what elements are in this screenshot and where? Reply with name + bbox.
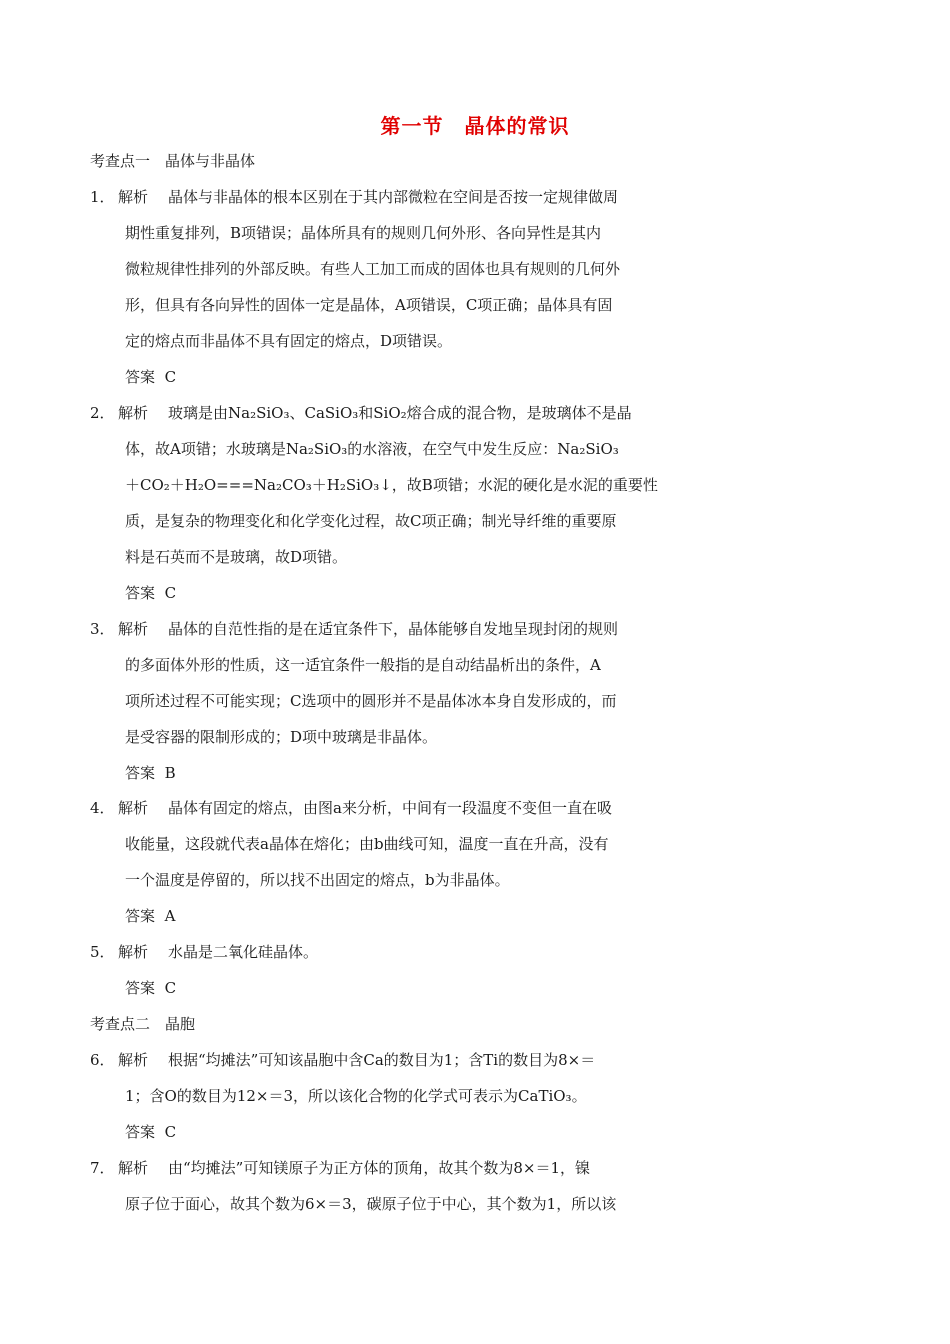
page-title: 第一节 晶体的常识 xyxy=(380,114,570,138)
text-line: 晶体的自范性指的是在适宜条件下，晶体能够自发地呈现封闭的规则 xyxy=(168,620,619,638)
answer-label: 答案 xyxy=(125,368,156,386)
text-line: 是受容器的限制形成的；D项中玻璃是非晶体。 xyxy=(125,728,438,746)
text-line: 定的熔点而非晶体不具有固定的熔点，D项错误。 xyxy=(125,332,453,350)
section-heading-2: 考查点二 晶胞 xyxy=(90,1015,196,1033)
text-line: 原子位于面心，故其个数为6×＝3，碳原子位于中心，其个数为1，所以该 xyxy=(125,1195,617,1213)
text-line: 料是石英而不是玻璃，故D项错。 xyxy=(125,548,348,566)
answer-value: A xyxy=(164,907,176,925)
answer-line xyxy=(125,1121,176,1142)
analysis-label: 解析 xyxy=(118,188,149,206)
text-line: 根据“均摊法”可知该晶胞中含Ca的数目为1；含Ti的数目为8×＝ xyxy=(168,1051,596,1069)
answer-label: 答案 xyxy=(125,584,156,602)
text-line: 1；含O的数目为12×＝3，所以该化合物的化学式可表示为CaTiO₃。 xyxy=(125,1087,587,1105)
text-line: 质，是复杂的物理变化和化学变化过程，故C项正确；制光导纤维的重要原 xyxy=(125,512,617,530)
section-heading-1: 考查点一 晶体与非晶体 xyxy=(90,152,256,170)
answer-line xyxy=(125,366,176,387)
item-number: 4． xyxy=(90,799,115,817)
item-number: 6． xyxy=(90,1051,115,1069)
answer-label: 答案 xyxy=(125,1123,156,1141)
text-line: 玻璃是由Na₂SiO₃、CaSiO₃和SiO₂熔合成的混合物，是玻璃体不是晶 xyxy=(168,404,632,422)
answer-label: 答案 xyxy=(125,907,156,925)
text-line: 形，但具有各向异性的固体一定是晶体，A项错误，C项正确；晶体具有固 xyxy=(125,296,613,314)
answer-label: 答案 xyxy=(125,979,156,997)
analysis-label: 解析 xyxy=(118,1159,149,1177)
text-line: 一个温度是停留的，所以找不出固定的熔点，b为非晶体。 xyxy=(125,871,510,889)
answer-line xyxy=(125,762,176,783)
answer-line xyxy=(125,582,176,603)
answer-value: C xyxy=(164,584,177,602)
analysis-label: 解析 xyxy=(118,1051,149,1069)
item-number: 5． xyxy=(90,943,115,961)
text-line: 晶体有固定的熔点，由图a来分析，中间有一段温度不变但一直在吸 xyxy=(168,799,612,817)
item-number: 3． xyxy=(90,620,115,638)
item-number: 7． xyxy=(90,1159,115,1177)
analysis-label: 解析 xyxy=(118,404,149,422)
text-line: 微粒规律性排列的外部反映。有些人工加工而成的固体也具有规则的几何外 xyxy=(125,260,621,278)
answer-value: C xyxy=(164,368,177,386)
text-line: 水晶是二氧化硅晶体。 xyxy=(168,943,319,961)
item-number: 2． xyxy=(90,404,115,422)
text-line: 收能量，这段就代表a晶体在熔化；由b曲线可知，温度一直在升高，没有 xyxy=(125,835,609,853)
text-line: 项所述过程不可能实现；C选项中的圆形并不是晶体冰本身自发形成的，而 xyxy=(125,692,617,710)
analysis-label: 解析 xyxy=(118,943,149,961)
text-line: ＋CO₂＋H₂O===Na₂CO₃＋H₂SiO₃↓，故B项错；水泥的硬化是水泥的重要性 xyxy=(125,476,658,494)
text-line: 期性重复排列，B项错误；晶体所具有的规则几何外形、各向异性是其内 xyxy=(125,224,602,242)
answer-line xyxy=(125,977,176,998)
item-number: 1． xyxy=(90,188,115,206)
text-line: 的多面体外形的性质，这一适宜条件一般指的是自动结晶析出的条件，A xyxy=(125,656,601,674)
analysis-label: 解析 xyxy=(118,799,149,817)
answer-value: C xyxy=(164,1123,177,1141)
analysis-label: 解析 xyxy=(118,620,149,638)
answer-value: C xyxy=(164,979,177,997)
text-line: 由“均摊法”可知镁原子为正方体的顶角，故其个数为8×＝1，镍 xyxy=(168,1159,590,1177)
text-line: 晶体与非晶体的根本区别在于其内部微粒在空间是否按一定规律做周 xyxy=(168,188,619,206)
answer-line xyxy=(125,905,175,926)
answer-value: B xyxy=(164,764,176,782)
text-line: 体，故A项错；水玻璃是Na₂SiO₃的水溶液，在空气中发生反应：Na₂SiO₃ xyxy=(125,440,619,458)
answer-label: 答案 xyxy=(125,764,156,782)
